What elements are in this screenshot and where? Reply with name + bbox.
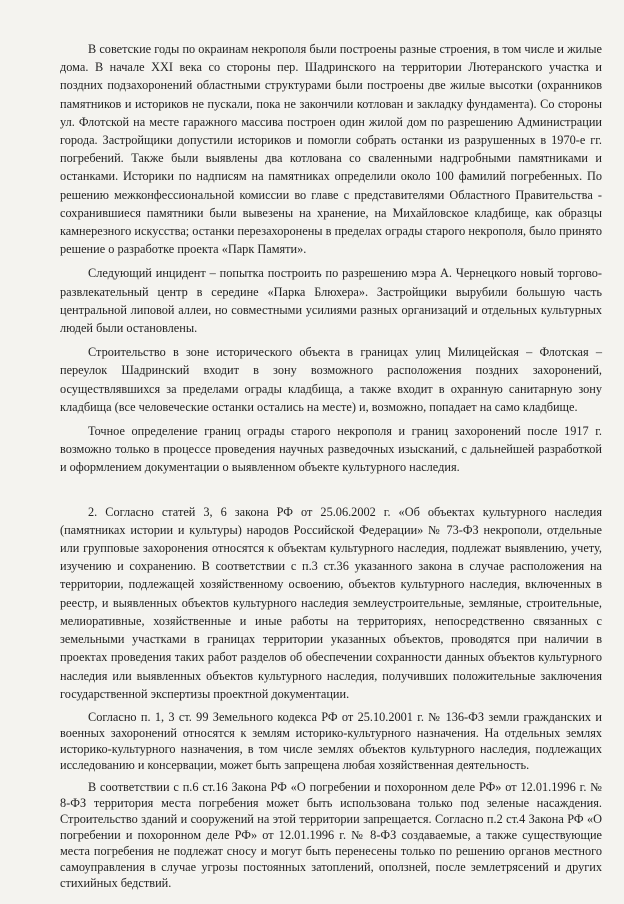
paragraph-land-code: Согласно п. 1, 3 ст. 99 Земельного кодекса РФ от 25.10.2001 г. № 136-ФЗ земли гражданских и военных захоронений относятся к землям историко-культурного назначения. На отдельных землях историко-культурного назначения, в том числе землях объектов культурного наследия, подлежащих исследованию и консервации, может быть запрещена любая хозяйственная деятельность. bbox=[60, 709, 602, 772]
paragraph-burial-law: В соответствии с п.6 ст.16 Закона РФ «О погребении и похоронном деле РФ» от 12.01.1996 г. № 8-ФЗ территория места погребения может быть использована только под зеленые насаждения. Строительство зданий и сооружений на этой территории запрещается. Согласно п.2 ст.4 Закона РФ «О погребении и похоронном деле РФ» от 12.01.1996 г. № 8-ФЗ создаваемые, а также существующие места погребения не подлежат сносу и могут быть перенесены только по решению органов местного самоуправления в случае угрозы постоянных затоплений, оползней, после землетрясений и других стихийных бедствий. bbox=[60, 779, 602, 890]
paragraph-law-73-fz: 2. Согласно статей 3, 6 закона РФ от 25.06.2002 г. «Об объектах культурного наследия (памятниках истории и культуры) народов Российской Федерации» № 73-ФЗ некрополи, отдельные или групповые захоронения относятся к объектам культурного наследия, подлежат выявлению, учету, изучению и сохранению. В соответствии с п.3 ст.36 указанного закона в случае расположения на территории, подлежащей хозяйственному освоению, объектов культурного наследия, включенных в реестр, и выявленных объектов культурного наследия землеустроительные, земляные, строительные, мелиоративные, хозяйственные и иные работы на территориях, непосредственно связанных с земельными участками в границах территории указанных объектов, проводятся при наличии в проектах проведения таких работ разделов об обеспечении сохранности данных объектов культурного наследия или выявленных объектов культурного наследия, получивших положительные заключения государственной экспертизы проектной документации. bbox=[60, 504, 602, 701]
paragraph-shopping-center-incident: Следующий инцидент – попытка построить по разрешению мэра А. Чернецкого новый торгово-развлекательный центр в середине «Парка Блюхера». Застройщики вырубили большую часть центральной липовой аллеи, но совместными усилиями разных организаций и отдельных культурных людей были остановлены. bbox=[60, 266, 602, 336]
paragraph-historic-zone-construction: Строительство в зоне исторического объекта в границах улиц Милицейская – Флотская – переулок Шадринский входит в зону возможного расположения поздних захоронений, осуществлявшихся за пределами ограды кладбища, а также входит в охранную санитарную зону кладбища (все человеческие останки остались на месте) и, возможно, попадает на само кладбище. bbox=[60, 345, 602, 414]
paragraph-soviet-era-construction: В советские годы по окраинам некрополя были построены разные строения, в том числе и жилые дома. В начале XXI века со стороны пер. Шадринского на территории Лютеранского участка и поздних подзахоронений областными структурами были построены две жилые высотки (охранников памятников и историков не пускали, пока не закончили котлован и закладку фундамента). Со стороны ул. Флотской на месте гаражного массива построен один жилой дом по разрешению Администрации города. Застройщики допустили историков и помогли собрать останки из разрушенных в 1970-е гг. погребений. Также были выявлены два котлована со сваленными надгробными памятниками и останками. Историки по надписям на памятниках определили около 100 фамилий погребенных. По решению межконфессиональной комиссии во главе с представителями Областного Правительства - сохранившиеся памятники были вывезены на хранение, на Михайловское кладбище, как образцы камнерезного искусства; останки перезахоронены в пределах ограды старого некрополя, было принято решение о разработке проекта «Парк Памяти». bbox=[60, 42, 602, 257]
paragraph-boundary-determination: Точное определение границ ограды старого некрополя и границ захоронений после 1917 г. возможно только в процессе проведения научных разведочных изысканий, с дальнейшей разработкой и оформлением документации о выявленном объекте культурного наследия. bbox=[60, 424, 602, 475]
